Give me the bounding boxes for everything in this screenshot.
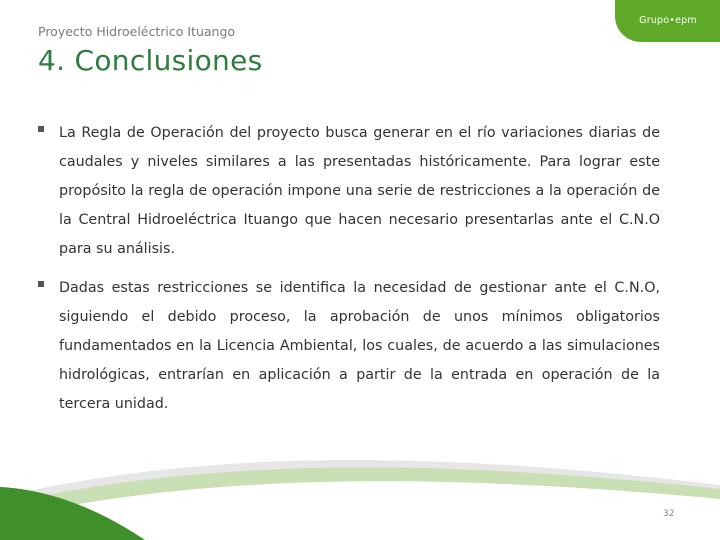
project-header-label: Proyecto Hidroeléctrico Ituango bbox=[38, 24, 236, 39]
page-number: 32 bbox=[663, 509, 675, 519]
footer-swoosh-decoration bbox=[0, 445, 720, 540]
brand-logo-text: Grupo•epm bbox=[639, 15, 697, 26]
bullet-list bbox=[38, 119, 660, 429]
brand-logo-tab bbox=[615, 0, 720, 42]
square-bullet-icon bbox=[38, 126, 44, 132]
square-bullet-icon bbox=[38, 281, 44, 287]
bullet-text: Dadas estas restricciones se identifica la necesidad de gestionar ante el C.N.O, siguiendo el debido proceso, la aprobación de unos mínimos obligatorios fundamentados en la Licencia Ambiental, los cuales, de acuerdo a las simulaciones hidrológicas, entrarían en aplicación a partir de la entrada en operación de la tercera unidad. bbox=[59, 280, 660, 412]
bullet-item bbox=[38, 119, 660, 264]
bullet-text: La Regla de Operación del proyecto busca generar en el río variaciones diarias de caudales y niveles similares a las presentadas históricamente. Para lograr este propósito la regla de operación impone una serie de restricciones a la operación de la Central Hidroeléctrica Ituango que hacen necesario presentarlas ante el C.N.O para su análisis. bbox=[59, 125, 660, 257]
bullet-item bbox=[38, 274, 660, 419]
slide-title: 4. Conclusiones bbox=[38, 44, 263, 77]
